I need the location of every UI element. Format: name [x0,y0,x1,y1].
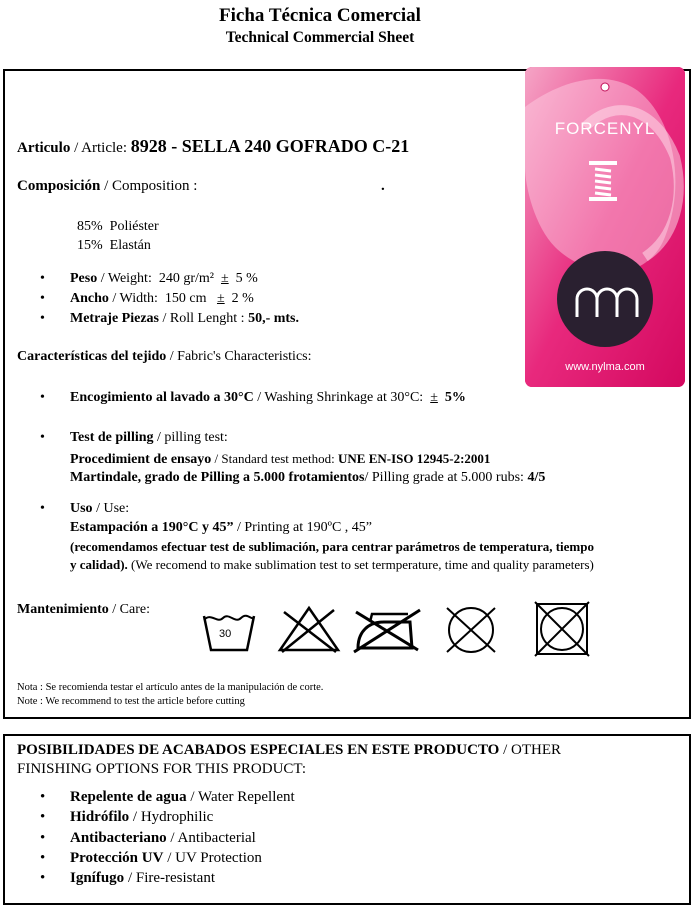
finishing-heading-line1: POSIBILIDADES DE ACABADOS ESPECIALES EN ESTE PRODUCTO / OTHER [17,742,562,758]
composition-label: Composición [17,178,101,194]
fabric-heading: Características del tejido / Fabric's Characteristics: [17,349,312,364]
article-value: 8928 - SELLA 240 GOFRADO C-21 [130,136,410,156]
fabric-shrinkage: • Encogimiento al lavado a 30°C / Washing Shrinkage at 30°C: ± 5% [40,390,466,405]
spec-weight: • Peso / Weight: 240 gr/m² ± 5 % [40,271,258,286]
page-subtitle: Technical Commercial Sheet [225,29,415,46]
pilling-method: Procedimient de ensayo / Standard test method: UNE EN-ISO 12945-2:2001 [70,451,491,467]
finishing-item: • Antibacteriano / Antibacterial [40,830,256,846]
composition-item: 15% Elastán [77,238,151,253]
article-label-en: / Article: [70,140,131,156]
pilling-grade: Martindale, grado de Pilling a 5.000 frotamientos/ Pilling grade at 5.000 rubs: 4/5 [70,470,546,485]
tag-brand: FORCENYL [554,119,656,138]
brand-logo-circle [557,251,653,347]
no-tumble-dry-icon [533,600,591,658]
composition-item: 85% Poliéster [77,219,159,234]
use-printing: Estampación a 190°C y 45” / Printing at 190ºC , 45” [70,520,373,535]
page-title: Ficha Técnica Comercial [219,5,421,26]
finishing-item: • Ignífugo / Fire-resistant [40,870,216,886]
composition-heading [17,178,197,195]
wash-temp-label: 30 [219,628,232,640]
tag-artwork [525,67,685,387]
no-iron-icon [350,606,422,654]
product-tag-image [525,67,685,387]
spec-roll-length: • Metraje Piezas / Roll Lenght : 50,- mts. [40,311,299,326]
finishing-item: • Repelente de agua / Water Repellent [40,789,295,805]
spec-width: • Ancho / Width: 150 cm ± 2 % [40,291,254,306]
finishing-item: • Protección UV / UV Protection [40,850,262,866]
tag-url: www.nylma.com [565,361,645,373]
article-label: Articulo [17,140,71,156]
finishing-heading-line2: FINISHING OPTIONS FOR THIS PRODUCT: [17,761,307,777]
use-recommendation-line2: y calidad). (We recomend to make sublimation test to set termperature, time and quality parameters) [70,557,594,572]
care-heading: Mantenimiento / Care: [17,602,150,617]
composition-dot: . [381,178,385,194]
fabric-use: • Uso / Use: [40,501,130,516]
no-bleach-icon [276,604,342,654]
article-line [17,136,409,157]
use-recommendation-line1: (recomendamos efectuar test de sublimación, para centrar parámetros de temperatura, tiempo [70,539,594,554]
finishing-item: • Hidrófilo / Hydrophilic [40,809,214,825]
fabric-pilling: • Test de pilling / pilling test: [40,430,228,445]
note-es: Nota : Se recomienda testar el artículo antes de la manipulación de corte. [17,682,324,693]
note-en: Note : We recommend to test the article before cutting [17,696,245,707]
composition-label-en: / Composition : [100,178,198,194]
no-dry-clean-icon [441,604,501,656]
